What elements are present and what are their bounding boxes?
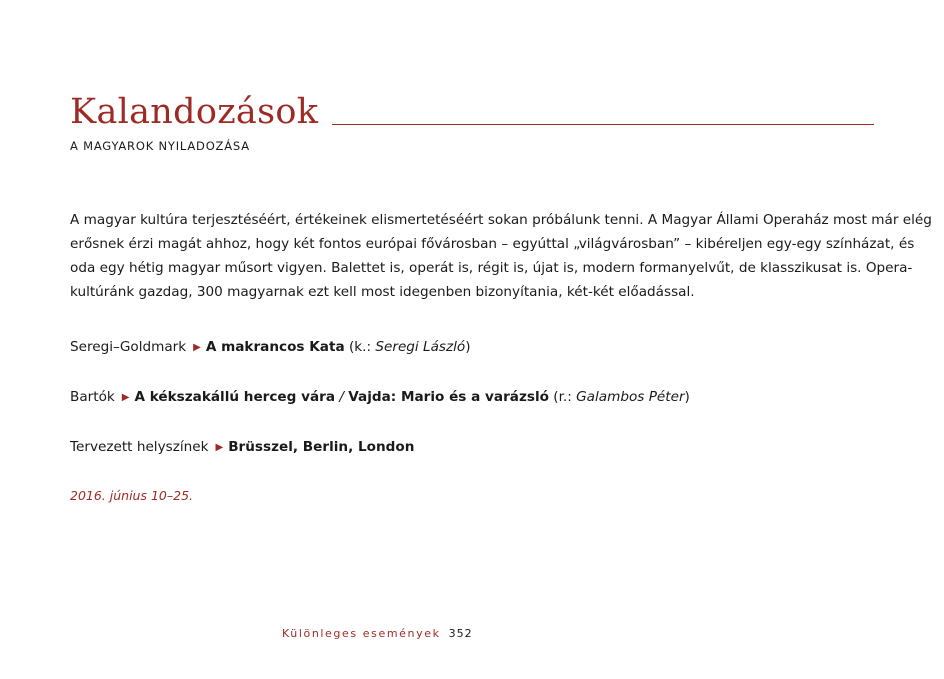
title-row bbox=[70, 92, 874, 132]
program-label: Bartók bbox=[70, 389, 115, 405]
work-title: A makrancos Kata bbox=[205, 339, 345, 355]
work-title: Vajda: Mario és a varázsló bbox=[348, 389, 549, 405]
page-footer bbox=[282, 627, 473, 640]
credit-prefix: (r.: bbox=[548, 389, 577, 405]
intro-line: kultúránk gazdag, 300 magyarnak ezt kell most idegenben bizonyítania, két-két előadással. bbox=[70, 284, 695, 300]
triangle-right-icon: ▶ bbox=[121, 392, 130, 403]
intro-paragraph bbox=[70, 208, 932, 304]
program-item-bartok bbox=[70, 387, 690, 409]
credit-prefix: (k.: bbox=[344, 339, 376, 355]
program-item-venues bbox=[70, 437, 414, 459]
intro-line: erősnek érzi magát ahhoz, hogy két fontos európai fővárosban – egyúttal „világvárosban” – kibéreljen egy-egy színházat, és bbox=[70, 236, 915, 252]
program-item-makrancos-kata bbox=[70, 337, 471, 359]
intro-line: A magyar kultúra terjesztéséért, értékeinek elismertetéséért sokan próbálunk tenni. A Magyar Állami Operaház most már elég bbox=[70, 212, 932, 228]
program-label: Tervezett helyszínek bbox=[70, 439, 209, 455]
credit-name: Galambos Péter bbox=[576, 389, 685, 405]
event-date: 2016. június 10–25. bbox=[70, 488, 193, 503]
title-rule bbox=[332, 124, 874, 125]
footer-section-title: Különleges események bbox=[282, 627, 441, 640]
page-subtitle: A MAGYAROK NYILADOZÁSA bbox=[70, 139, 250, 153]
work-separator: / bbox=[335, 389, 349, 405]
program-label: Seregi–Goldmark bbox=[70, 339, 187, 355]
credit-suffix: ) bbox=[684, 389, 690, 405]
work-title: A kékszakállú herceg vára bbox=[134, 389, 336, 405]
credit-suffix: ) bbox=[465, 339, 471, 355]
page-title: Kalandozások bbox=[70, 92, 319, 132]
page-number: 352 bbox=[448, 627, 473, 640]
credit-name: Seregi László bbox=[375, 339, 466, 355]
triangle-right-icon: ▶ bbox=[193, 342, 201, 353]
venue-list: Brüsszel, Berlin, London bbox=[228, 439, 415, 455]
triangle-right-icon: ▶ bbox=[215, 442, 224, 453]
intro-line: oda egy hétig magyar műsort vigyen. Balettet is, operát is, régit is, újat is, modern formanyelvűt, de klasszikusat is. Opera- bbox=[70, 260, 913, 276]
